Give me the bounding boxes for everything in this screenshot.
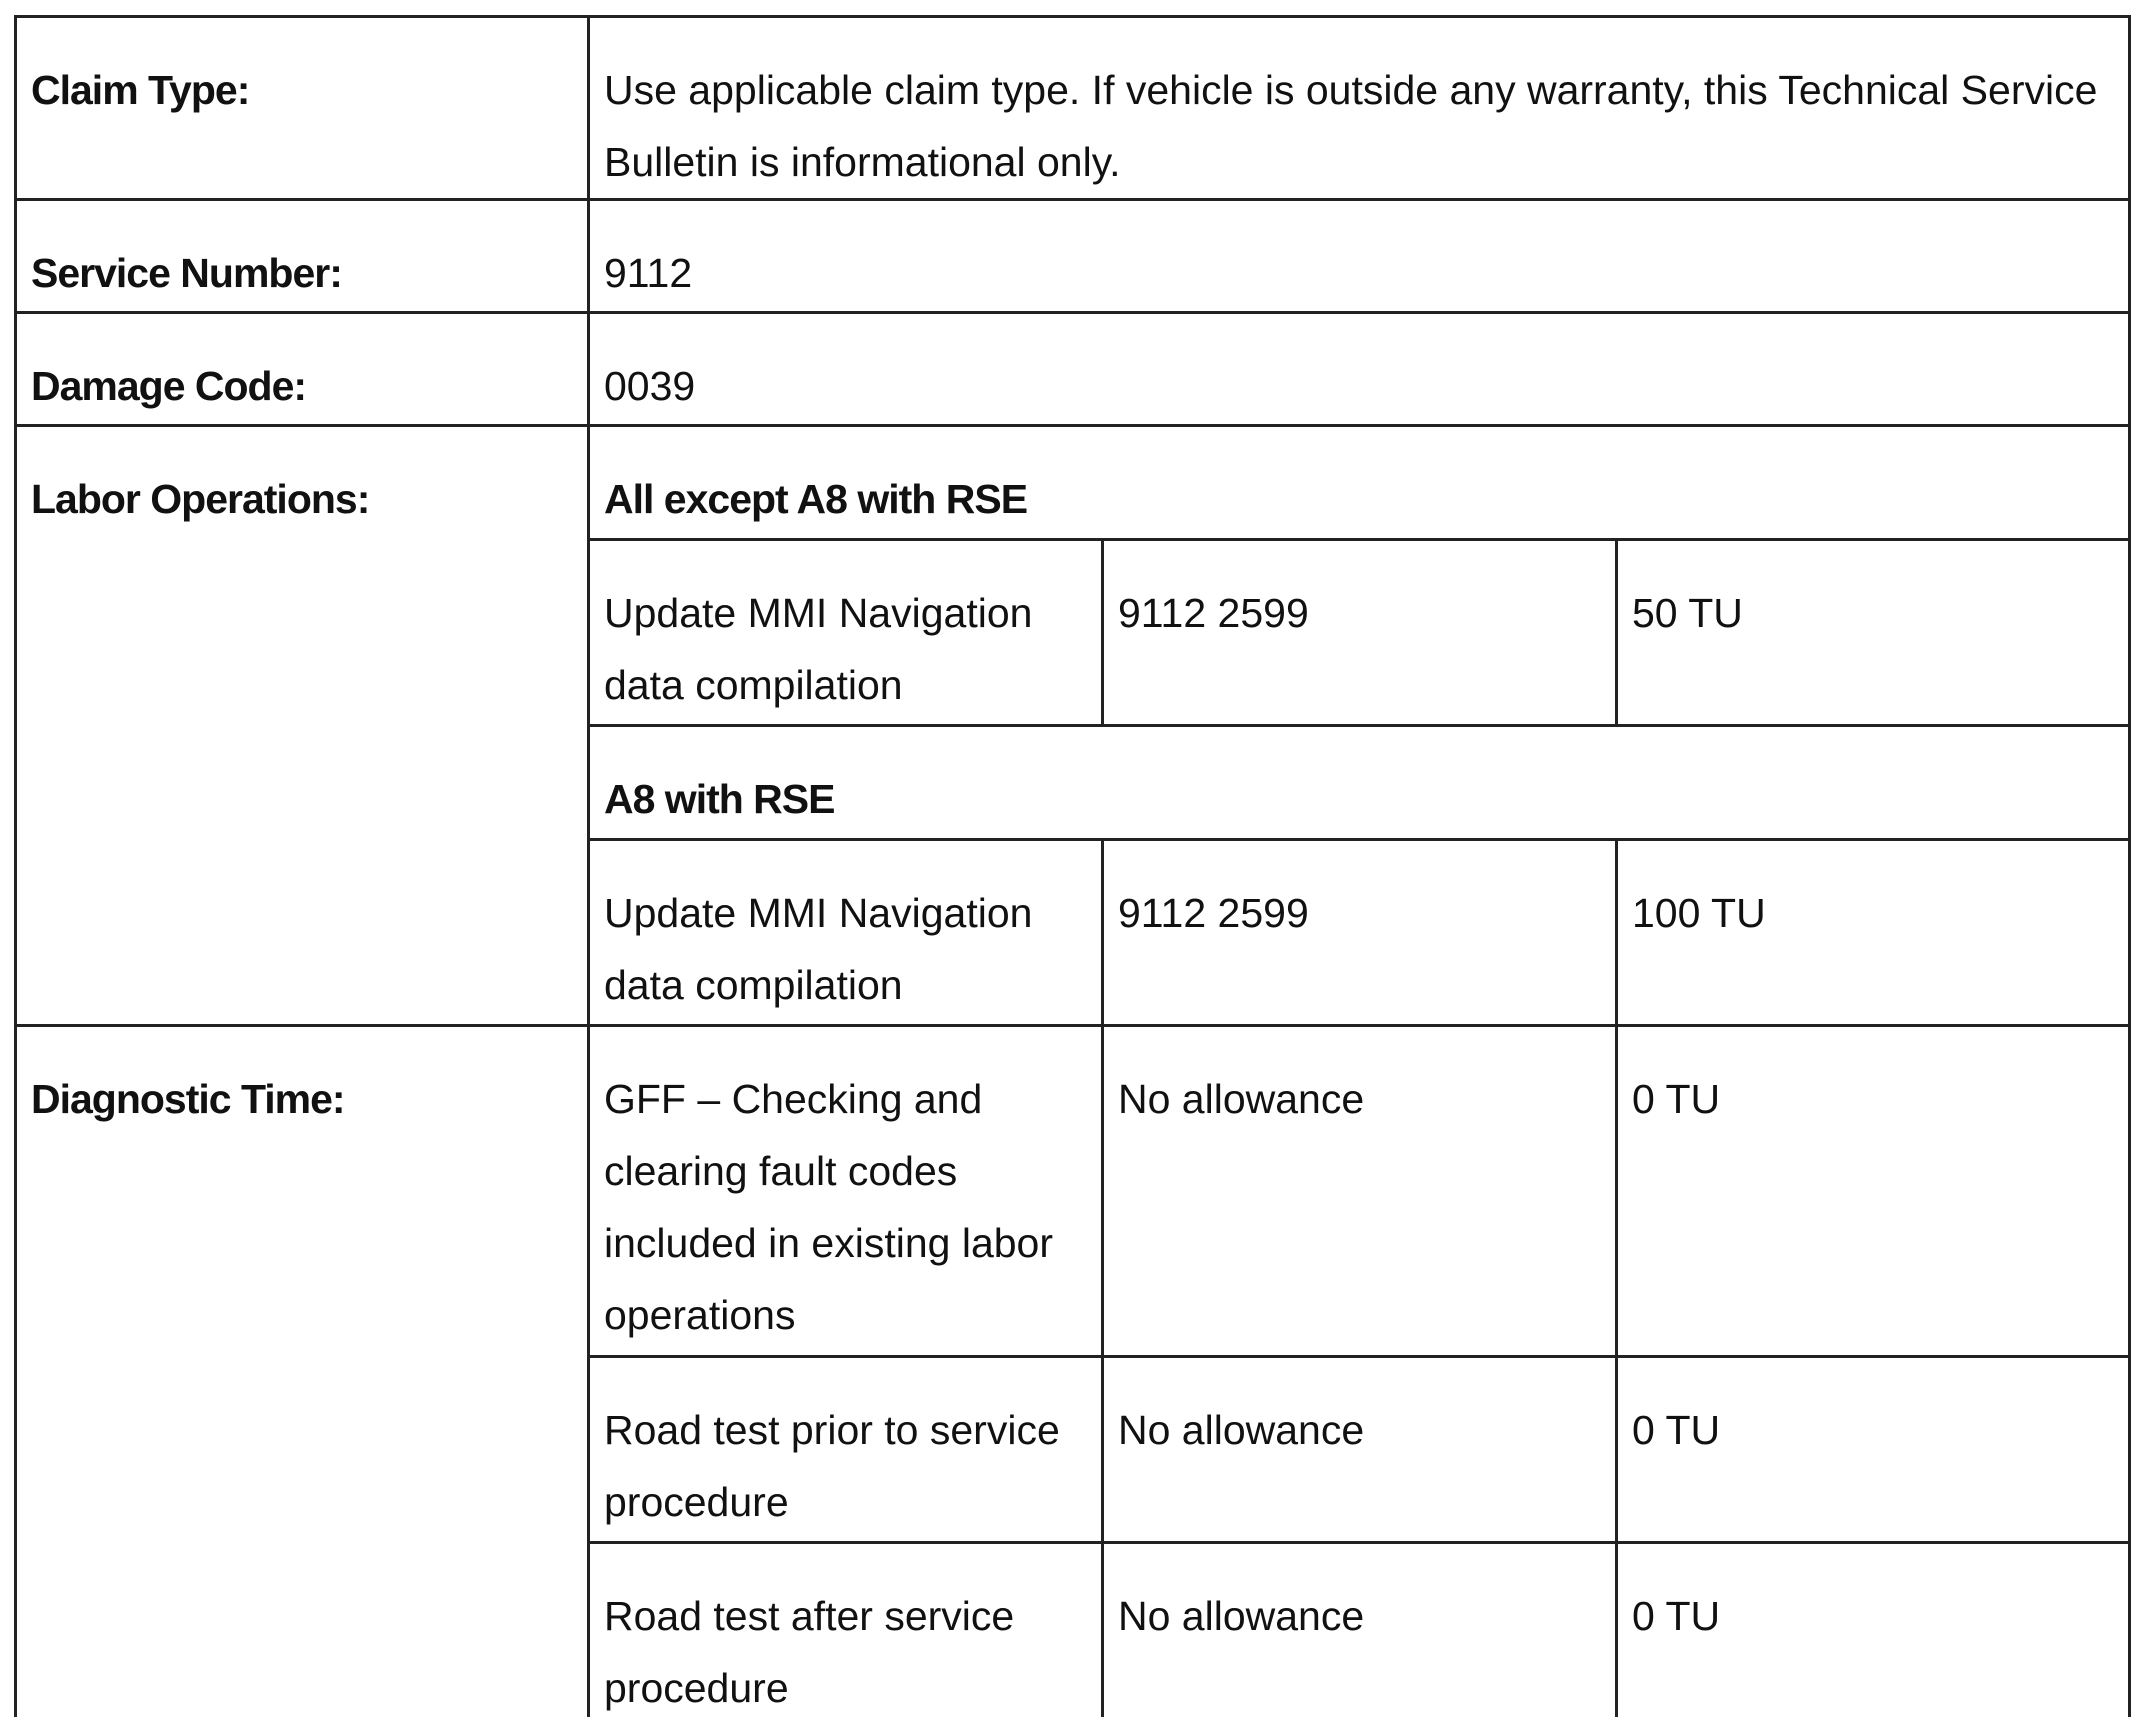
claim-type-row	[16, 17, 2130, 200]
diagnostic-description: Road test prior to service procedure	[589, 1357, 1103, 1543]
labor-operation-code: 9112 2599	[1103, 540, 1617, 726]
labor-group-heading: A8 with RSE	[589, 726, 2130, 840]
labor-operation-description: Update MMI Navigation data compilation	[589, 540, 1103, 726]
service-number-value: 9112	[589, 200, 2130, 313]
tsb-claim-table	[14, 15, 2131, 1717]
diagnostic-time: 0 TU	[1617, 1357, 2130, 1543]
damage-code-value: 0039	[589, 313, 2130, 426]
diagnostic-time: 0 TU	[1617, 1543, 2130, 1717]
diagnostic-time: 0 TU	[1617, 1026, 2130, 1357]
labor-operation-time: 100 TU	[1617, 840, 2130, 1026]
diagnostic-row	[16, 1026, 2130, 1357]
labor-operation-description: Update MMI Navigation data compilation	[589, 840, 1103, 1026]
claim-type-value: Use applicable claim type. If vehicle is outside any warranty, this Technical Service Bulletin is informational only.	[589, 17, 2130, 200]
damage-code-label: Damage Code:	[16, 313, 589, 426]
service-number-row	[16, 200, 2130, 313]
diagnostic-allowance: No allowance	[1103, 1357, 1617, 1543]
diagnostic-allowance: No allowance	[1103, 1026, 1617, 1357]
damage-code-row	[16, 313, 2130, 426]
diagnostic-description: Road test after service procedure	[589, 1543, 1103, 1717]
labor-operation-code: 9112 2599	[1103, 840, 1617, 1026]
service-number-label: Service Number:	[16, 200, 589, 313]
labor-operation-time: 50 TU	[1617, 540, 2130, 726]
labor-operations-label: Labor Operations:	[16, 426, 589, 1026]
claim-type-label: Claim Type:	[16, 17, 589, 200]
labor-group-header-row	[16, 426, 2130, 540]
diagnostic-time-label: Diagnostic Time:	[16, 1026, 589, 1717]
labor-group-heading: All except A8 with RSE	[589, 426, 2130, 540]
diagnostic-description: GFF – Checking and clearing fault codes included in existing labor operations	[589, 1026, 1103, 1357]
diagnostic-allowance: No allowance	[1103, 1543, 1617, 1717]
